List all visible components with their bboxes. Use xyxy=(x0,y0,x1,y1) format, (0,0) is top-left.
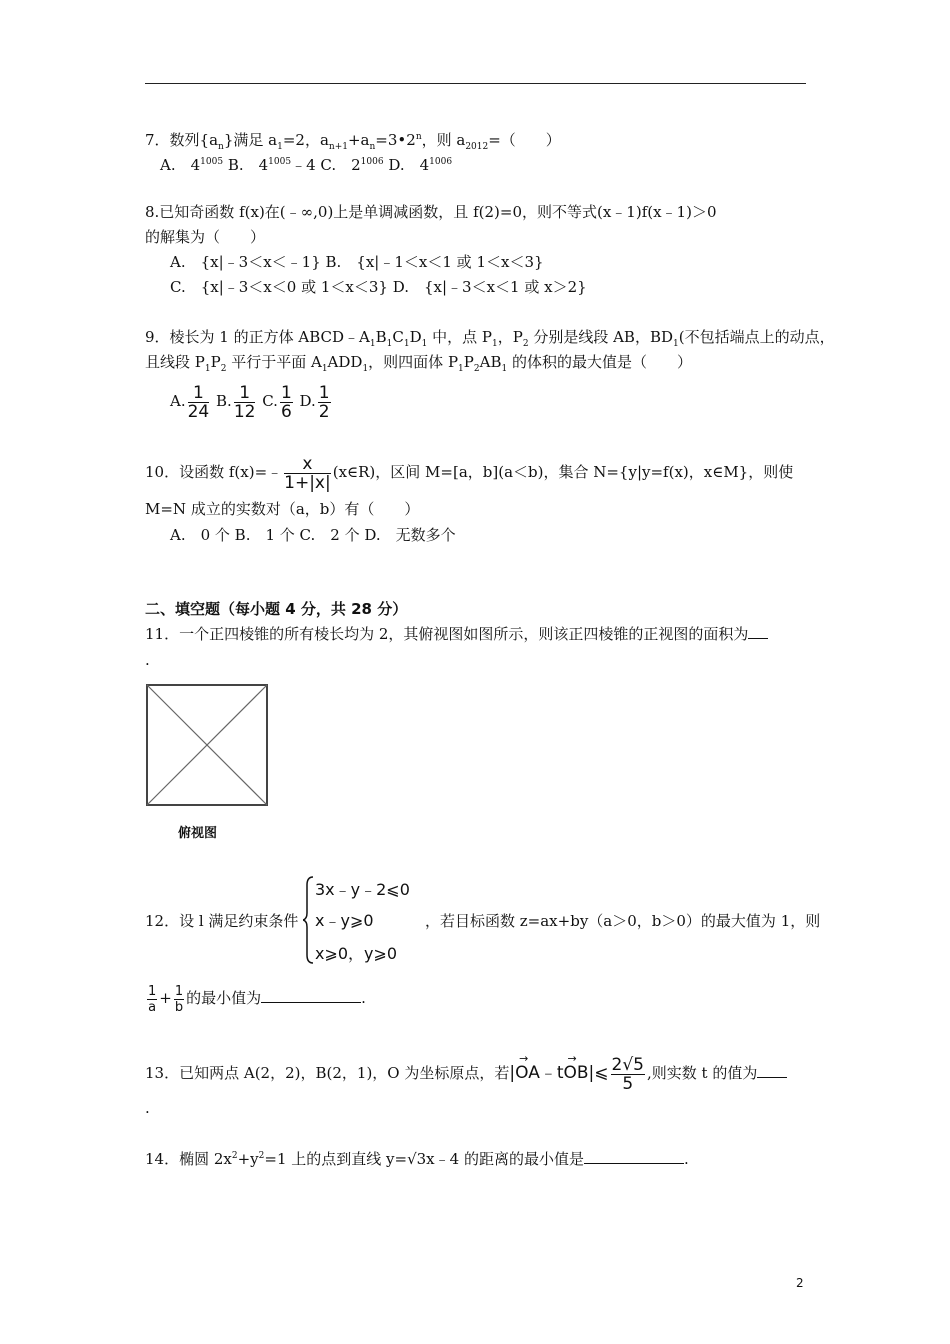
q11-blank xyxy=(748,624,768,639)
brace-icon xyxy=(303,875,315,965)
q13-frac: $\frac{2√5}{5}$ xyxy=(611,1054,644,1094)
q11-stem: 11．一个正四棱锥的所有棱长均为 2，其俯视图如图所示，则该正四棱锥的正视图的面积为 xyxy=(145,624,768,644)
q7-options: A. $4^{1005}$ B. $4^{1005}﹣4$ C. $2^{1006}$ D. $4^{1006}$ xyxy=(160,156,453,174)
section-title: 二、填空题（每小题 4 分，共 28 分） xyxy=(145,600,408,618)
q11-stem-line2: . xyxy=(145,651,150,669)
q13-stem: 13．已知两点 A(2，2)，B(2，1)，O 为坐标原点，若|→ OA﹣t→ OB|⩽ $\frac{2√5}{5}$ ,则实数 t 的值为 xyxy=(145,1052,787,1094)
q9-frac-b: $\frac{1}{12}$ xyxy=(233,382,256,422)
q9-frac-d: $\frac{1}{2}$ xyxy=(318,382,330,422)
q12-answer-line: $\frac{1}{a}$ + $\frac{1}{b}$ 的最小值为 . xyxy=(148,983,366,1015)
constraint-3: x⩾0，y⩾0 xyxy=(315,944,398,963)
q10-stem-line1: 10．设函数 f(x)=﹣ $\frac{x}{1+|x|}$ (x∈R)，区间 M=[a，b](a＜b)，集合 N={y|y=f(x)，x∈M}，则使 xyxy=(145,453,794,493)
q7-stem: 7．数列$\{a_n\}$满足 $a_1=2$，$a_{n+1}+a_n=3•2^n$，则 $a_{2012}=$（ ） xyxy=(145,131,561,152)
q9-options: A. $\frac{1}{24}$ B. $\frac{1}{12}$ C. $\frac{1}{6}$ D. $\frac{1}{2}$ xyxy=(170,382,330,422)
q12-stem-pre: 12．设 l 满足约束条件 xyxy=(145,912,299,930)
q13-blank xyxy=(757,1063,787,1078)
figure-caption: 俯视图 xyxy=(178,826,218,841)
q8-stem-line1: 8.已知奇函数 f(x)在(﹣∞,0)上是单调减函数，且 f(2)=0，则不等式(x﹣1)f(x﹣1)＞0 xyxy=(145,203,717,221)
q12-frac-a: $\frac{1}{a}$ xyxy=(148,983,157,1015)
q14-stem: 14．椭圆 $2x^2+y^2=1$ 上的点到直线 y=√3x﹣4 的距离的最小值是 . xyxy=(145,1150,689,1168)
q8-options-ab: A. {x|﹣3＜x＜﹣1} B. {x|﹣1＜x＜1 或 1＜x＜3} xyxy=(170,253,544,271)
q9-stem-line2: 且线段 $P_1P_2$ 平行于平面 $A_1ADD_1$，则四面体 $P_1P_2AB_1$ 的体积的最大值是（ ） xyxy=(145,353,692,374)
header-rule xyxy=(145,83,806,84)
q12-blank xyxy=(261,988,361,1003)
q12-frac-b: $\frac{1}{b}$ xyxy=(174,983,184,1015)
q10-stem-line2: M=N 成立的实数对（a，b）有（ ） xyxy=(145,500,420,518)
q12-stem-post: ，若目标函数 z=ax+by（a＞0，b＞0）的最大值为 1，则 xyxy=(425,912,821,930)
page-number: 2 xyxy=(796,1276,804,1290)
q10-frac: $\frac{x}{1+|x|}$ xyxy=(284,453,331,493)
top-view-figure xyxy=(145,683,269,807)
q10-options: A. 0 个 B. 1 个 C. 2 个 D. 无数多个 xyxy=(170,526,456,544)
q14-blank xyxy=(584,1149,684,1164)
constraint-2: x﹣y⩾0 xyxy=(315,911,374,930)
constraint-1: 3x﹣y﹣2⩽0 xyxy=(315,880,410,899)
q8-stem-line2: 的解集为（ ） xyxy=(145,228,266,246)
q13-stem-line2: . xyxy=(145,1099,150,1117)
q9-frac-a: $\frac{1}{24}$ xyxy=(187,382,210,422)
q9-frac-c: $\frac{1}{6}$ xyxy=(280,382,292,422)
q9-stem-line1: 9．棱长为 1 的正方体 $ABCD﹣A_1B_1C_1D_1$ 中，点 $P_1$，$P_2$ 分别是线段 AB，$BD_1$(不包括端点上的动点， xyxy=(145,328,835,349)
q8-options-cd: C. {x|﹣3＜x＜0 或 1＜x＜3} D. {x|﹣3＜x＜1 或 x＞2} xyxy=(170,278,587,296)
